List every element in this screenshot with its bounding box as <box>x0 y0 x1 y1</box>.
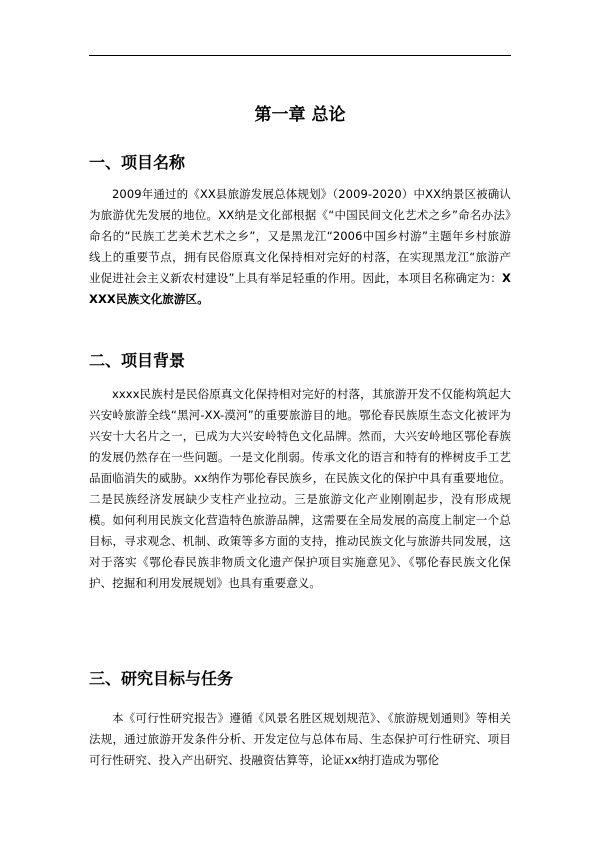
paragraph-research-goals: 本《可行性研究报告》遵循《风景名胜区规划规范》、《旅游规划通则》等相关法规，通过旅游开发条件分析、开发定位与总体布局、生态保护可行性研究、项目可行性研究、投入产出研究、投融资估算等，论证xx纳打造成为鄂伦 <box>89 711 511 767</box>
project-name-emphasis: XXXX民族文化旅游区。 <box>89 271 511 306</box>
section-heading-research-goals: 三、研究目标与任务 <box>89 669 234 688</box>
section-heading-project-name: 一、项目名称 <box>89 153 186 172</box>
chapter-title: 第一章 总论 <box>254 105 346 125</box>
paragraph-project-background: xxxx民族村是民俗原真文化保持相对完好的村落，其旅游开发不仅能构筑起大兴安岭旅游全线“黑河-XX-漠河”的重要旅游目的地。鄂伦春民族原生态文化被评为兴安十大名片之一，已成为大兴安岭特色文化品牌。然而，大兴安岭地区鄂伦春族的发展仍然存在一些问题。一是文化削弱。传承文化的语言和特有的桦树皮手工艺品面临消失的威胁。xx纳作为鄂伦春民族乡，在民族文化的保护中具有重要地位。二是民族经济发展缺少支柱产业拉动。三是旅游文化产业刚刚起步，没有形成规模。如何利用民族文化营造特色旅游品牌，这需要在全局发展的高度上制定一个总目标，寻求观念、机制、政策等多方面的支持，推动民族文化与旅游共同发展，这对于落实《鄂伦春民族非物质文化遗产保护项目实施意见》、《鄂伦春民族文化保护、挖掘和利用发展规划》也具有重要意义。 <box>89 387 511 590</box>
header-rule <box>89 55 511 56</box>
paragraph-project-name <box>89 184 511 310</box>
paragraph-project-name-text: 2009年通过的《XX县旅游发展总体规划》（2009-2020）中XX纳景区被确认为旅游优先发展的地位。XX纳是文化部根据《“中国民间文化艺术之乡”命名办法》命名的“民族工艺美术艺术之乡”，又是黑龙江“2006中国乡村游”主题年乡村旅游线上的重要节点，拥有民俗原真文化保持相对完好的村落，在实现黑龙江“旅游产业促进社会主义新农村建设”上具有举足轻重的作用。因此，本项目名称确定为： <box>89 187 511 285</box>
section-heading-project-background: 二、项目背景 <box>89 351 186 370</box>
